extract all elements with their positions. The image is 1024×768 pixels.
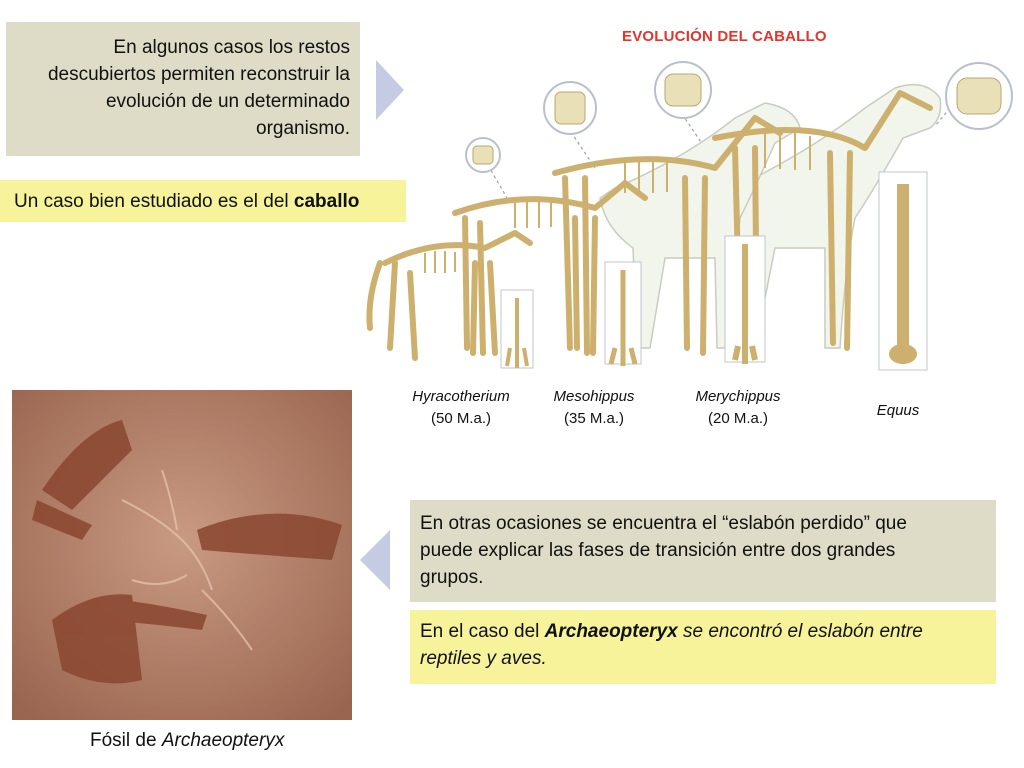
- archaeopteryx-line-2-text: reptiles y aves.: [420, 648, 547, 669]
- tooth-circle-icon: [946, 63, 1012, 129]
- species-name: Mesohippus: [553, 388, 635, 405]
- missing-link-line: puede explicar las fases de transición entre dos grandes: [420, 540, 896, 561]
- species-name: Hyracotherium: [412, 388, 510, 405]
- missing-link-line: En otras ocasiones se encuentra el “eslabón perdido” que: [420, 513, 907, 534]
- horse-case-keyword: caballo: [293, 191, 360, 212]
- fossil-caption-species: Archaeopteryx: [161, 730, 285, 751]
- species-caption-equus: [858, 400, 938, 422]
- archaeopteryx-case-box: [410, 610, 996, 684]
- species-name: Merychippus: [695, 388, 781, 405]
- foot-bone-icon: [725, 236, 765, 364]
- foot-bone-icon: [501, 290, 533, 368]
- tooth-circle-icon: [544, 82, 596, 134]
- species-age: (50 M.a.): [430, 410, 491, 427]
- archaeopteryx-prefix: En el caso del: [420, 621, 545, 642]
- species-age: (35 M.a.): [563, 410, 624, 427]
- species-name: Equus: [876, 402, 920, 419]
- archaeopteryx-line-1: [420, 618, 986, 645]
- tooth-circle-icon: [466, 138, 500, 172]
- archaeopteryx-rest: se encontró el eslabón entre: [677, 621, 923, 642]
- intro-line: descubiertos permiten reconstruir la: [47, 64, 350, 85]
- intro-line: organismo.: [256, 118, 350, 139]
- foot-bone-icon: [605, 262, 641, 366]
- fossil-caption: [90, 730, 284, 752]
- archaeopteryx-fossil-image: [12, 390, 352, 720]
- foot-bone-icon: [879, 172, 927, 370]
- missing-link-line: grupos.: [420, 567, 484, 588]
- evolution-title: EVOLUCIÓN DEL CABALLO: [622, 28, 827, 45]
- arrow-left-icon: [360, 530, 390, 590]
- intro-line: En algunos casos los restos: [113, 37, 350, 58]
- horse-case-text: Un caso bien estudiado es el del: [14, 191, 294, 212]
- tooth-circle-icon: [655, 62, 711, 118]
- intro-line: evolución de un determinado: [105, 91, 350, 112]
- archaeopteryx-line-2: [420, 645, 986, 672]
- species-age: (20 M.a.): [707, 410, 768, 427]
- missing-link-box: [410, 500, 996, 602]
- species-caption-mesohippus: [536, 386, 652, 430]
- species-caption-merychippus: [676, 386, 800, 430]
- fossil-caption-text: Fósil de: [90, 730, 162, 751]
- horse-case-box: [0, 180, 406, 222]
- species-caption-hyracotherium: [398, 386, 524, 430]
- intro-text-box: [6, 22, 360, 156]
- archaeopteryx-keyword: Archaeopteryx: [544, 621, 678, 642]
- horse-evolution-illustration: [355, 48, 1024, 383]
